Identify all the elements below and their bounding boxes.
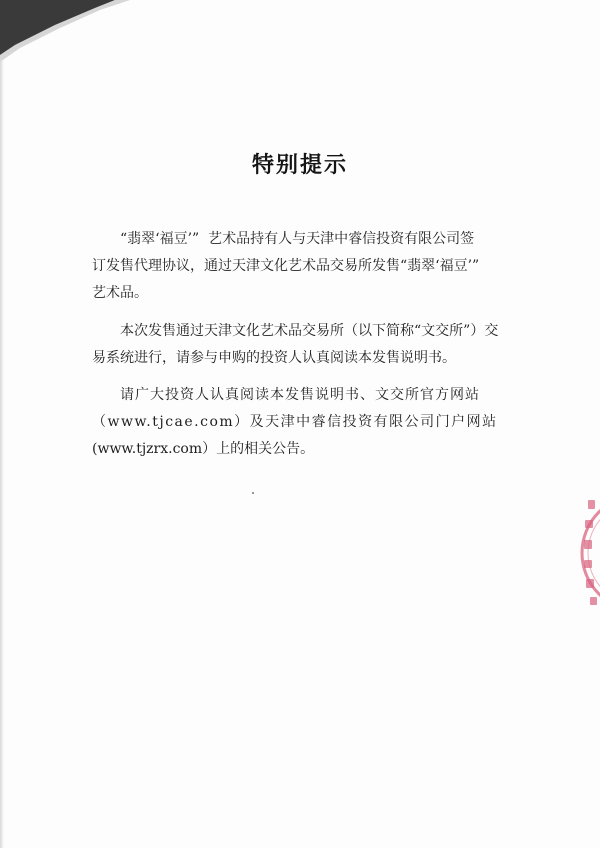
paragraph-2: [92, 318, 510, 372]
paragraph-3-line-2: （www.tjcae.com）及天津中睿信投资有限公司门户网站: [92, 414, 498, 430]
paragraph-2-line-1: 本次发售通过天津文化艺术品交易所（以下简称“文交所”）交: [120, 323, 499, 339]
stamp-icon: [578, 478, 600, 628]
scan-speck: [252, 492, 254, 494]
scan-shadow-corner: [0, 0, 600, 70]
paragraph-3-line-1: 请广大投资人认真阅读本发售说明书、文交所官方网站: [120, 387, 480, 403]
paragraph-3-line-3: (www.tjzrx.com）上的相关公告。: [92, 441, 315, 457]
paragraph-1: [92, 226, 510, 307]
paragraph-1-line-1: “翡翠‘福豆’” 艺术品持有人与天津中睿信投资有限公司签: [120, 231, 475, 247]
paragraph-1-line-2: 订发售代理协议，通过天津文化艺术品交易所发售“翡翠‘福豆’”: [92, 258, 480, 274]
paragraph-1-line-3: 艺术品。: [92, 285, 148, 301]
paragraph-2-line-2: 易系统进行，请参与申购的投资人认真阅读本发售说明书。: [92, 350, 456, 366]
page-title: 特别提示: [251, 152, 348, 178]
paragraph-3: [92, 382, 510, 463]
